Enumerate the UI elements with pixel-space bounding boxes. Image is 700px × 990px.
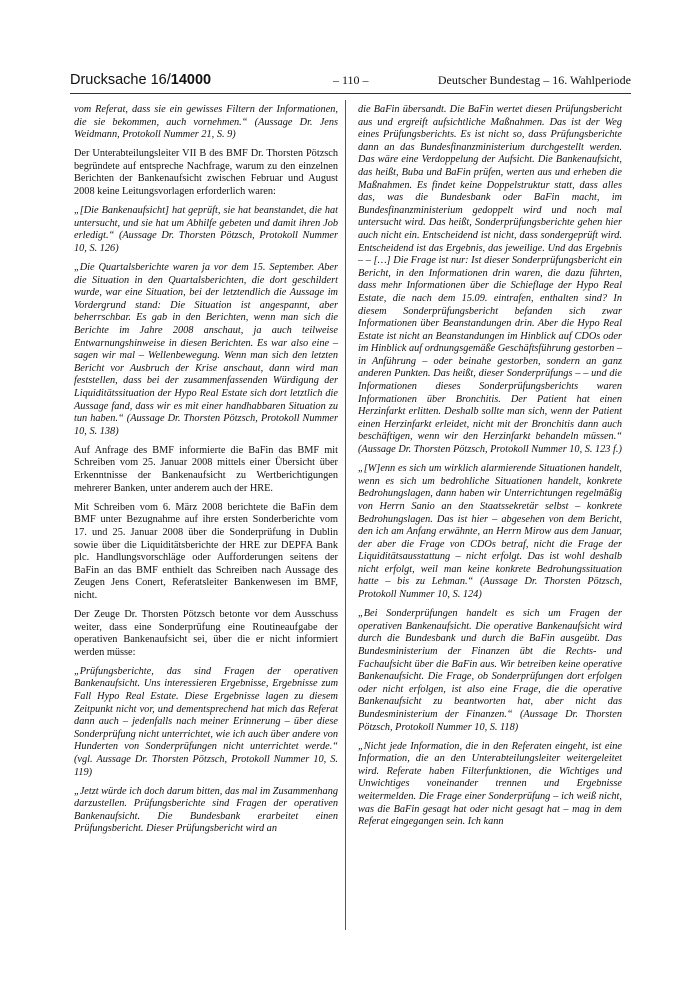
document-number [70,72,211,88]
header-rule [70,93,631,94]
paragraph: vom Referat, dass sie ein gewisses Filtern der Informationen, die sie bekommen, auch vornehmen.“ (Aussage Dr. Jens Weidmann, Protokoll Nummer 21, S. 9) [74,104,338,141]
paragraph: Mit Schreiben vom 6. März 2008 berichtete die BaFin dem BMF unter Bezugnahme auf ihre ersten Sonderberichte vom 17. und 25. Januar 2008 über die Sonderprüfung in Dublin sowie über die Liquiditätsberichte der HRE zur DEPFA Bank plc. Handlungsvorschläge oder Aufforderungen seitens der BaFin an das BMF enthielt das Schreiben nach Aussage des Zeugen Jens Conert, Referatsleiter Bankenwesen im BMF, nicht. [74,501,338,601]
right-column [358,104,622,835]
paragraph: Auf Anfrage des BMF informierte die BaFin das BMF mit Schreiben vom 25. Januar 2008 mittels einer Übersicht über Erkenntnisse der Bankenaufsicht zu Wertberichtigungen mehrerer Banken, unter anderem auch der HRE. [74,444,338,494]
left-column [74,104,338,843]
paragraph: „[Die Bankenaufsicht] hat geprüft, sie hat beanstandet, die hat untersucht, und sie hat um Abhilfe gebeten und damit ihren Job erledigt.“ (Aussage Dr. Thorsten Pötzsch, Protokoll Nummer 10, S. 126) [74,205,338,254]
paragraph: „Prüfungsberichte, das sind Fragen der operativen Bankenaufsicht. Uns interessieren Ergebnisse, Ergebnisse zum Fall Hypo Real Estate. Diese Ergebnisse lagen zu diesem Zeitpunkt nicht vor, und dementsprechend hat mich das Referat dann auch – jedenfalls nach meiner Erinnerung – über diese Sonderprüfung nicht unterrichtet, wie ich auch über andere von Hunderten von Sonderprüfungen nicht unterrichtet werde.“ (vgl. Aussage Dr. Thorsten Pötzsch, Protokoll Nummer 10, S. 119) [74,665,338,778]
column-divider [345,100,346,930]
header-publisher: Deutscher Bundestag – 16. Wahlperiode [437,73,631,87]
paragraph: „Jetzt würde ich doch darum bitten, das mal im Zusammenhang darzustellen. Prüfungsberichte sind Fragen der operativen Bankenaufsicht. Die Bundesbank erarbeitet einen Prüfungsbericht. Dieser Prüfungsbericht wird an [74,785,338,835]
paragraph: Der Zeuge Dr. Thorsten Pötzsch betonte vor dem Ausschuss weiter, dass eine Sonderprüfung eine Routineaufgabe der operativen Bankenaufsicht sei, über die er nicht informiert werden müsse: [74,608,338,658]
paragraph: die BaFin übersandt. Die BaFin wertet diesen Prüfungsbericht aus und ergreift aufsichtliche Maßnahmen. Das ist der Weg eines Prüfungsberichts. Es ist nicht so, dass Prüfungsberichte dann an das Bundesfinanzministerium durchgestellt werden. Das wäre eine Verdoppelung der Aufsicht. Die Bankenaufsicht, das heißt, Buba und BaFin prüfen, werten aus und erheben die Maßnahmen. Es findet keine Doppelstruktur statt, dass alles das, was die Bundesbank oder BaFin macht, im Bundesfinanzministerium gedoppelt wird und noch mal untersucht wird. Das heißt, Sonderprüfungsberichte gehen hier auch nicht ein. Entscheidend ist nicht, dass sondergeprüft wird. Entscheidend ist das Ergebnis, das jeweilige. Und das Ergebnis – – […] Die Frage ist nur: Ist dieser Sonderprüfungsbericht ein Bericht, in den Informationen drin waren, die dazu führten, dass mehr Informationen über die Schieflage der Hypo Real Estate, die nach dem 15.09. eintrafen, enthalten sind? In diesem Sonderprüfungsbericht befanden sich zwar Informationen über Beanstandungen drin. Aber die Hypo Real Estate ist nicht an Beanstandungen im Hinblick auf CDOs oder im Hinblick auf ordnungsgemäße Geschäftsführung gestorben – in Anführung – oder beinahe gestorben, sondern an ganz anderen Punkten. Das heißt, dieser Sonderprüfungs – – und die Informationen dieses Sonderprüfungsberichts waren Informationen über Bronchitis. Der Patient hat einen Herzinfarkt erlitten. Deshalb sollte man sich, wenn der Patient einen Herzinfarkt erleidet, nicht mit der Bronchitis dann auch beschäftigen, wenn wir den Herzinfarkt behandeln müssen.“ (Aussage Dr. Thorsten Pötzsch, Protokoll Nummer 10, S. 123 f.) [358,104,622,456]
paragraph: Der Unterabteilungsleiter VII B des BMF Dr. Thorsten Pötzsch begründete auf entspreche Nachfrage, warum zu den einzelnen Berichten der Bankenaufsicht zwischen Februar und August 2008 keine Leitungsvorlagen erforderlich waren: [74,148,338,198]
paragraph: „Die Quartalsberichte waren ja vor dem 15. September. Aber die Situation in den Quartalsberichten, die dort geschildert wurde, war eine Situation, bei der letztendlich die Aussage im Vordergrund stand: Die Situation ist angespannt, aber beherrschbar. Es gab in den Berichten, wenn man sich die Berichte im Jahre 2008 anschaut, ja auch teilweise Entwarnungshinweise in diesen Berichten. Es war also eine – sagen wir mal – Wellenbewegung. Wenn man sich den letzten Bericht vor Ausbruch der Krise anschaut, dann wird man feststellen, dass bei der zusammenfassenden Würdigung der Liquiditätssituation der Hypo Real Estate sich dort letztlich die Aussage fand, dass wir es mit einer handhabbaren Situation zu tun haben.“ (Aussage Dr. Thorsten Pötzsch, Protokoll Nummer 10, S. 138) [74,262,338,437]
page-number: – 110 – [333,73,369,87]
paragraph: „[W]enn es sich um wirklich alarmierende Situationen handelt, wenn es sich um bedrohliche Situationen handelt, konkrete Bedrohungslagen, dann haben wir Unterrichtungen regelmäßig von Herrn Sanio an den Staatssekretär selbst – konkrete Bedrohungslagen. Das ist hier – abgesehen von dem Bericht, den ich am Anfang erwähnte, an Herrn Mirow aus dem Januar, der aber die Frage von CDOs betraf, nicht die Frage der Liquiditätsausstattung – nicht erfolgt. Das ist wohl deshalb nicht erfolgt, weil man keine konkrete Bedrohungssituation hatte – bis zu Lehman.“ (Aussage Dr. Thorsten Pötzsch, Protokoll Nummer 10, S. 124) [358,463,622,601]
page-header [70,72,631,90]
paragraph: „Nicht jede Information, die in den Referaten eingeht, ist eine Information, die an den Unterabteilungsleiter weitergeleitet wird. Referate haben Filterfunktionen, die Wichtiges und Unwichtiges voneinander trennen und Ergebnisse weitermelden. Die Frage einer Sonderprüfung – ich weiß nicht, was die BaFin gesagt hat oder nicht gesagt hat – mag in dem Referat eingegangen sein. Ich kann [358,740,622,828]
document-prefix: Drucksache 16/ [70,72,171,88]
paragraph: „Bei Sonderprüfungen handelt es sich um Fragen der operativen Bankenaufsicht. Die operative Bankenaufsicht wird durch die Bundesbank und durch die BaFin ausgeübt. Das Bundesministerium der Finanzen übt die Rechts- und Fachaufsicht über die BaFin aus. Wir betreiben keine operative Bankenaufsicht. Die Frage, ob Sonderprüfungen dort erfolgen oder nicht erfolgen, ist also eine Frage, die die operative Bankenaufsicht zu beantworten hat, aber nicht das Bundesministerium der Finanzen.“ (Aussage Dr. Thorsten Pötzsch, Protokoll Nummer 10, S. 118) [358,608,622,733]
document-number-value: 14000 [170,72,212,88]
